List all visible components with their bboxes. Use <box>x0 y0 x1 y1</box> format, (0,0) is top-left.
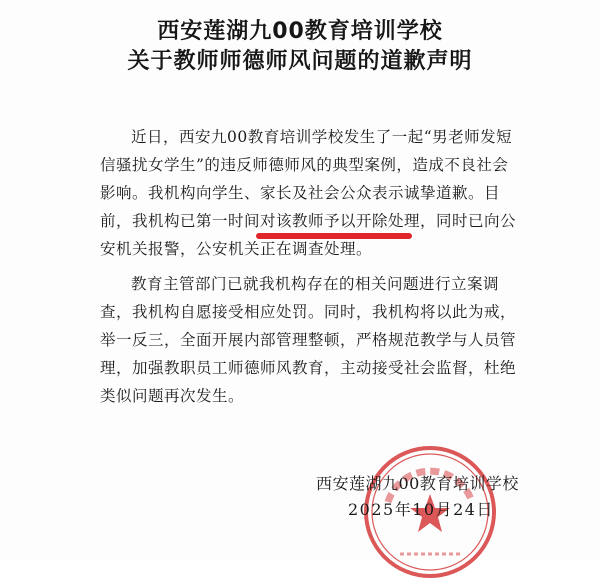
signature-date: 2025年10月24日 <box>348 500 494 519</box>
statement-body <box>100 123 520 417</box>
red-highlight-underline <box>256 233 412 239</box>
paragraph-1: 近日，西安九00教育培训学校发生了一起“男老师发短信骚扰女学生”的违反师德师风的典型案例，造成不良社会影响。我机构向学生、家长及社会公众表示诚挚道歉。目前，我机构已第一时间对该教师予以开除处理，同时已向公安机关报警，公安机关正在调查处理。 <box>100 128 517 258</box>
paragraph-2: 教育主管部门已就我机构存在的相关问题进行立案调查，我机构自愿接受相应处罚。同时，我机构将以此为戒，举一反三，全面开展内部管理整顿，严格规范教学与人员管理，加强教职员工师德师风教育，主动接受社会监督，杜绝类似问题再次发生。 <box>100 275 517 405</box>
signature-organization: 西安莲湖九00教育培训学校 <box>316 474 519 493</box>
document-title-line1: 西安莲湖九00教育培训学校 <box>157 19 443 44</box>
document-title-line2: 关于教师师德师风问题的道歉声明 <box>127 49 473 74</box>
